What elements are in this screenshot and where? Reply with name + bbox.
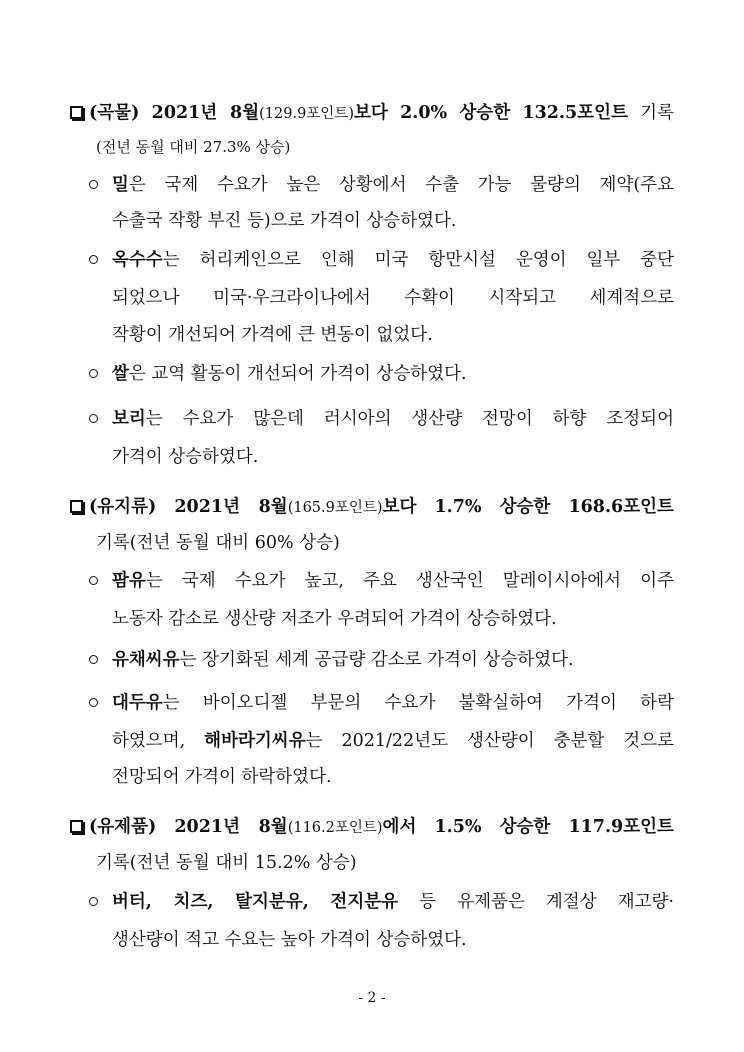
list-item-corn bbox=[112, 247, 674, 273]
list-item-rice bbox=[112, 361, 467, 387]
grain-value: 132.5포인트 bbox=[522, 103, 628, 123]
list-item-barley bbox=[112, 406, 674, 432]
list-item-palm-oil bbox=[112, 568, 674, 594]
item-term: 버터, 치즈, 탈지분유, 전지분유 bbox=[112, 892, 399, 912]
grain-heading bbox=[70, 100, 674, 127]
grain-rate: 2.0% bbox=[400, 103, 448, 123]
dairy-record: 기록(전년 동월 대비 15.2% 상승) bbox=[96, 853, 357, 873]
oils-period: 2021년 8월 bbox=[174, 497, 288, 517]
item-text: 는 허리케인으로 인해 미국 항만시설 운영이 일부 중단 bbox=[162, 250, 674, 270]
item-text: 수출국 작황 부진 등)으로 가격이 상승하였다. bbox=[112, 211, 457, 231]
item-text bbox=[112, 728, 674, 754]
dairy-rate: 1.5% bbox=[434, 817, 482, 837]
list-item-wheat bbox=[112, 172, 674, 198]
item-text: 은 교역 활동이 개선되어 가격이 상승하였다. bbox=[128, 364, 467, 384]
oils-verb: 보다 bbox=[382, 497, 417, 517]
oils-record: 기록(전년 동월 대비 60% 상승) bbox=[96, 533, 340, 553]
item-term: 보리 bbox=[112, 409, 146, 429]
item-text: 는 수요가 많은데 러시아의 생산량 전망이 하향 조정되어 bbox=[145, 409, 674, 429]
oils-value: 168.6포인트 bbox=[568, 497, 674, 517]
item-term: 해바라기씨유 bbox=[204, 731, 306, 751]
item-text: 하였으며, bbox=[112, 731, 205, 751]
bullet-circle-icon bbox=[89, 255, 98, 264]
bullet-circle-icon bbox=[89, 180, 98, 189]
dairy-period: 2021년 8월 bbox=[174, 817, 288, 837]
checkbox-square-icon bbox=[70, 497, 89, 517]
list-item-dairy bbox=[112, 889, 674, 915]
bullet-circle-icon bbox=[89, 698, 98, 707]
item-text: 는 장기화된 세계 공급량 감소로 가격이 상승하였다. bbox=[179, 650, 574, 670]
bullet-circle-icon bbox=[89, 369, 98, 378]
checkbox-square-icon bbox=[70, 103, 89, 123]
item-text: 는 바이오디젤 부문의 수요가 불확실하여 가격이 하락 bbox=[162, 693, 674, 713]
dairy-label: (유제품) bbox=[89, 817, 157, 837]
list-item-soybean-oil bbox=[112, 690, 674, 716]
item-text: 은 국제 수요가 높은 상황에서 수출 가능 물량의 제약(주요 bbox=[128, 175, 674, 195]
dairy-prev-value: (116.2포인트) bbox=[287, 820, 383, 836]
grain-record: 기록 bbox=[640, 103, 674, 123]
item-term: 밀 bbox=[112, 175, 129, 195]
item-text: 는 국제 수요가 높고, 주요 생산국인 말레이시아에서 이주 bbox=[145, 571, 674, 591]
oils-label: (유지류) bbox=[89, 497, 157, 517]
grain-verb: 보다 bbox=[353, 103, 388, 123]
item-text: 되었으나 미국·우크라이나에서 수확이 시작되고 세계적으로 bbox=[112, 288, 674, 308]
dairy-verb: 에서 bbox=[382, 817, 417, 837]
item-text: 가격이 상승하였다. bbox=[112, 447, 259, 467]
dairy-value: 117.9포인트 bbox=[568, 817, 674, 837]
oils-prev-value: (165.9포인트) bbox=[287, 500, 383, 516]
page-number: - 2 - bbox=[358, 990, 386, 1006]
item-term: 팜유 bbox=[112, 571, 146, 591]
bullet-circle-icon bbox=[89, 576, 98, 585]
dairy-heading bbox=[70, 814, 674, 841]
checkbox-square-icon bbox=[70, 817, 89, 837]
bullet-circle-icon bbox=[89, 897, 98, 906]
oils-rise: 상승한 bbox=[499, 497, 551, 517]
item-text: 노동자 감소로 생산량 저조가 우려되어 가격이 상승하였다. bbox=[112, 609, 557, 629]
grain-rise: 상승한 bbox=[459, 103, 511, 123]
oils-rate: 1.7% bbox=[434, 497, 482, 517]
item-text: 작황이 개선되어 가격에 큰 변동이 없었다. bbox=[112, 325, 433, 345]
grain-label: (곡물) bbox=[89, 103, 140, 123]
list-item-rapeseed-oil bbox=[112, 647, 574, 673]
grain-prev-value: (129.9포인트) bbox=[259, 106, 354, 122]
oils-heading bbox=[70, 494, 674, 521]
bullet-circle-icon bbox=[89, 414, 98, 423]
item-term: 유채씨유 bbox=[112, 650, 180, 670]
item-text: 등 유제품은 계절상 재고량· bbox=[398, 892, 674, 912]
dairy-rise: 상승한 bbox=[499, 817, 551, 837]
item-text: 생산량이 적고 수요는 높아 가격이 상승하였다. bbox=[112, 930, 467, 950]
item-term: 대두유 bbox=[112, 693, 163, 713]
item-text: 는 2021/22년도 생산량이 충분할 것으로 bbox=[305, 731, 674, 751]
item-term: 옥수수 bbox=[112, 250, 163, 270]
grain-yoy: (전년 동월 대비 27.3% 상승) bbox=[96, 138, 291, 156]
item-text: 전망되어 가격이 하락하였다. bbox=[112, 767, 332, 787]
item-term: 쌀 bbox=[112, 364, 129, 384]
bullet-circle-icon bbox=[89, 655, 98, 664]
grain-period: 2021년 8월 bbox=[151, 103, 260, 123]
